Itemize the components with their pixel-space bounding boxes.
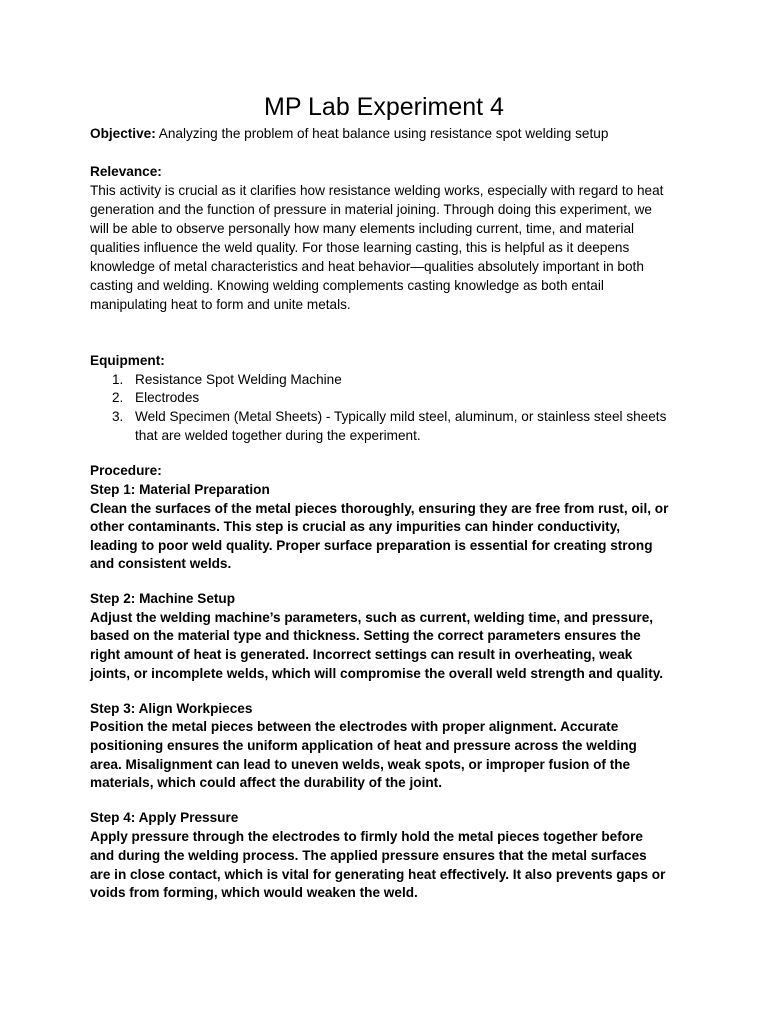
procedure-heading: Procedure: (90, 463, 162, 478)
equipment-item (112, 408, 666, 427)
equipment-item-continuation: that are welded together during the experiment. (135, 428, 421, 443)
equipment-item-text: Electrodes (135, 390, 200, 405)
step-title: Step 3: Align Workpieces (90, 701, 253, 716)
relevance-line: manipulating heat to form and unite metals. (90, 297, 351, 312)
list-number: 3. (112, 409, 124, 424)
step-line: joints, or incomplete welds, which will compromise the overall weld strength and quality. (90, 666, 664, 681)
equipment-item-text: Weld Specimen (Metal Sheets) - Typically mild steel, aluminum, or stainless steel sheets (135, 409, 667, 424)
step-line: positioning ensures the uniform application of heat and pressure across the welding (90, 738, 637, 753)
equipment-item (112, 371, 342, 390)
step-title: Step 2: Machine Setup (90, 591, 236, 606)
equipment-heading: Equipment: (90, 353, 165, 368)
step-line: Position the metal pieces between the electrodes with proper alignment. Accurate (90, 719, 619, 734)
step-line: materials, which could affect the durability of the joint. (90, 775, 442, 790)
objective-text: Analyzing the problem of heat balance using resistance spot welding setup (155, 126, 609, 141)
step-line: voids from forming, which would weaken the weld. (90, 885, 418, 900)
equipment-item-text: Resistance Spot Welding Machine (135, 372, 342, 387)
relevance-line: casting and welding. Knowing welding complements casting knowledge as both entail (90, 278, 604, 293)
step-line: right amount of heat is generated. Incorrect settings can result in overheating, weak (90, 647, 633, 662)
step-title: Step 1: Material Preparation (90, 482, 270, 497)
relevance-heading: Relevance: (90, 164, 162, 179)
step-line: are in close contact, which is vital for generating heat effectively. It also prevents gaps or (90, 867, 666, 882)
step-title: Step 4: Apply Pressure (90, 810, 239, 825)
step-line: and consistent welds. (90, 556, 232, 571)
objective-line (90, 125, 608, 144)
step-line: Adjust the welding machine’s parameters, such as current, welding time, and pressure, (90, 610, 654, 625)
relevance-line: generation and the function of pressure in material joining. Through doing this experiment, we (90, 202, 652, 217)
list-number: 1. (112, 372, 124, 387)
step-line: based on the material type and thickness. Setting the correct parameters ensures the (90, 628, 641, 643)
step-line: and during the welding process. The applied pressure ensures that the metal surfaces (90, 848, 647, 863)
list-number: 2. (112, 390, 124, 405)
equipment-item (112, 389, 199, 408)
objective-label: Objective: (90, 126, 156, 141)
step-line: other contaminants. This step is crucial as any impurities can hinder conductivity, (90, 519, 621, 534)
relevance-line: knowledge of metal characteristics and heat behavior—qualities absolutely important in both (90, 259, 644, 274)
relevance-line: qualities influence the weld quality. For those learning casting, this is helpful as it deepens (90, 240, 630, 255)
step-line: leading to poor weld quality. Proper surface preparation is essential for creating strong (90, 538, 653, 553)
relevance-line: will be able to observe personally how many elements including current, time, and material (90, 221, 635, 236)
step-line: area. Misalignment can lead to uneven welds, weak spots, or improper fusion of the (90, 757, 631, 772)
step-line: Clean the surfaces of the metal pieces thoroughly, ensuring they are free from rust, oil, or (90, 501, 669, 516)
document-title: MP Lab Experiment 4 (264, 93, 504, 121)
step-line: Apply pressure through the electrodes to firmly hold the metal pieces together before (90, 829, 643, 844)
relevance-line: This activity is crucial as it clarifies how resistance welding works, especially with regard to heat (90, 183, 664, 198)
